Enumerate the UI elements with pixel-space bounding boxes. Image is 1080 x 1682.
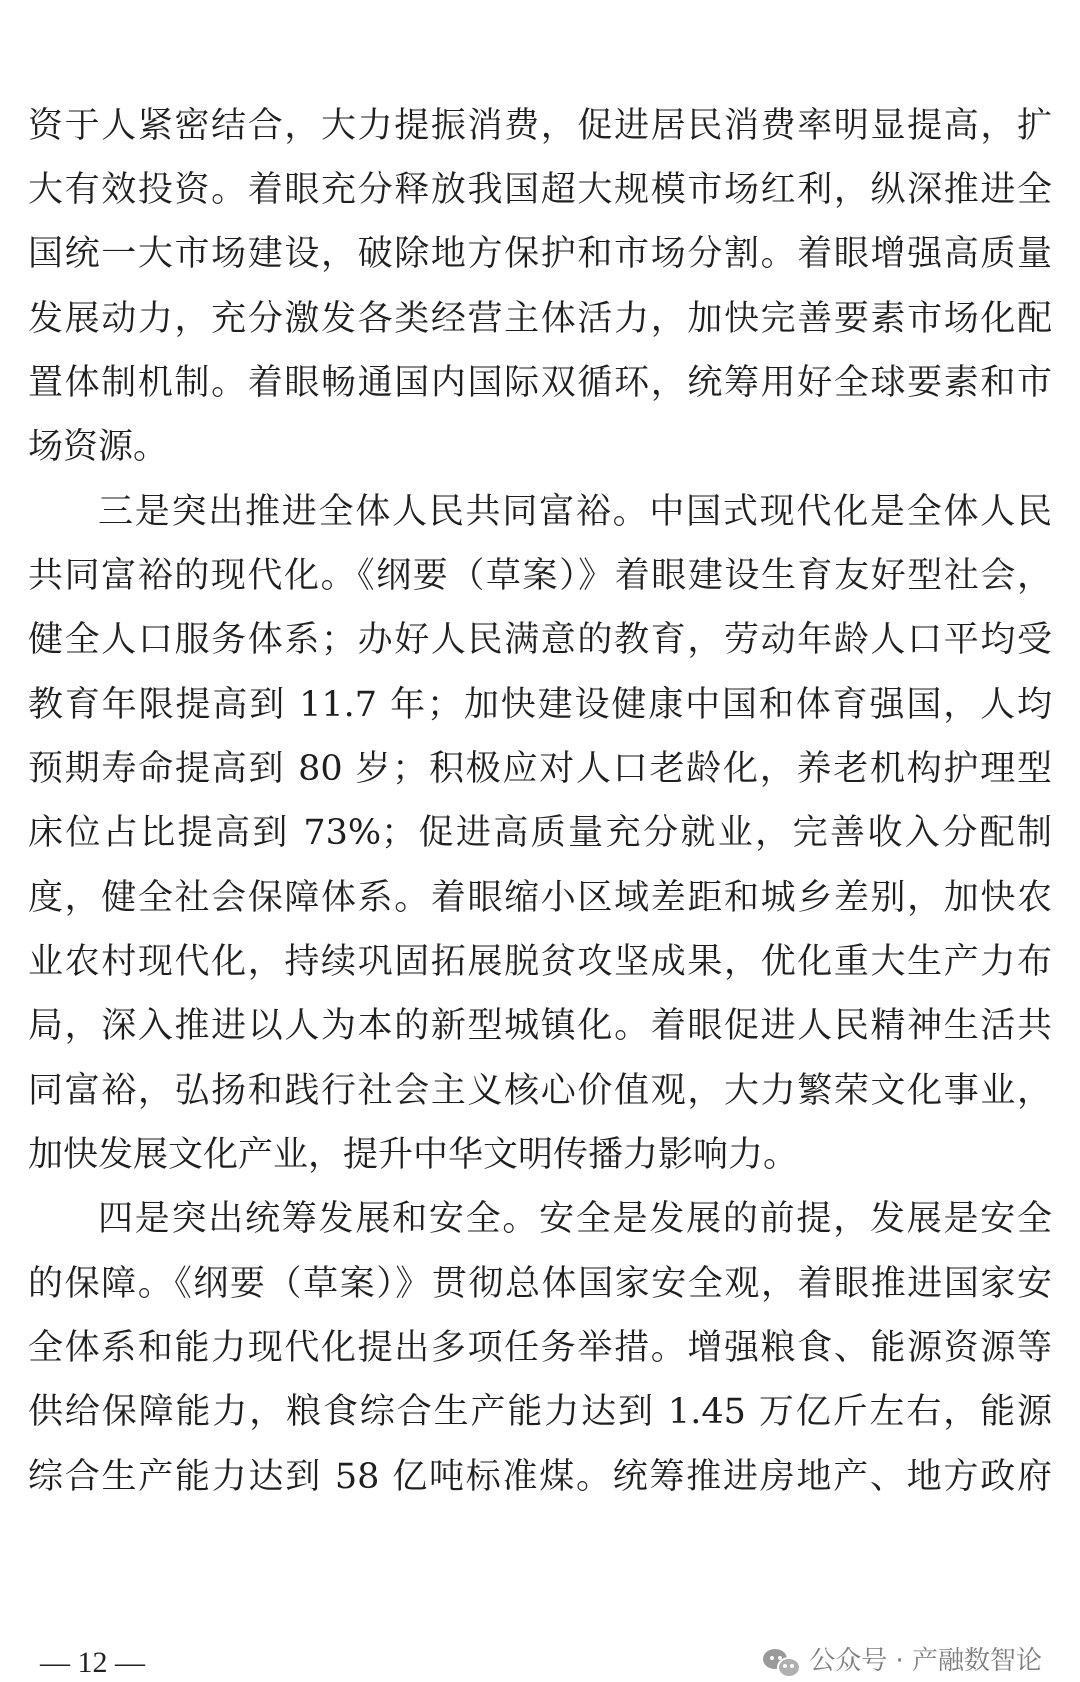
page-number: — 12 — bbox=[40, 1646, 145, 1679]
text-line: 床位占比提高到 73%；促进高质量充分就业，完善收入分配制 bbox=[28, 813, 1052, 853]
text-line: 局，深入推进以人为本的新型城镇化。着眼促进人民精神生活共 bbox=[28, 1006, 1052, 1046]
text-line: 业农村现代化，持续巩固拓展脱贫攻坚成果，优化重大生产力布 bbox=[28, 942, 1052, 982]
text-line: 置体制机制。着眼畅通国内国际双循环，统筹用好全球要素和市 bbox=[28, 363, 1052, 403]
text-line: 供给保障能力，粮食综合生产能力达到 1.45 万亿斤左右，能源 bbox=[28, 1392, 1052, 1432]
text-line: 综合生产能力达到 58 亿吨标准煤。统筹推进房地产、地方政府 bbox=[28, 1457, 1052, 1497]
watermark bbox=[761, 1643, 1042, 1679]
watermark-text: 公众号 · 产融数智论 bbox=[809, 1646, 1042, 1676]
text-line: 发展动力，充分激发各类经营主体活力，加快完善要素市场化配 bbox=[28, 299, 1052, 339]
text-line: 加快发展文化产业，提升中华文明传播力影响力。 bbox=[28, 1135, 799, 1175]
text-line: 共同富裕的现代化。《纲要（草案）》着眼建设生育友好型社会， bbox=[28, 556, 1052, 596]
text-line: 度，健全社会保障体系。着眼缩小区域差距和城乡差别，加快农 bbox=[28, 878, 1052, 918]
text-line: 国统一大市场建设，破除地方保护和市场分割。着眼增强高质量 bbox=[28, 234, 1052, 274]
wechat-icon bbox=[761, 1646, 799, 1676]
text-line: 预期寿命提高到 80 岁；积极应对人口老龄化，养老机构护理型 bbox=[28, 749, 1052, 789]
text-line: 大有效投资。着眼充分释放我国超大规模市场红利，纵深推进全 bbox=[28, 170, 1052, 210]
paragraph-heading-line: 三是突出推进全体人民共同富裕。中国式现代化是全体人民 bbox=[98, 492, 1052, 532]
text-line: 全体系和能力现代化提出多项任务举措。增强粮食、能源资源等 bbox=[28, 1328, 1052, 1368]
paragraph-heading-line: 四是突出统筹发展和安全。安全是发展的前提，发展是安全 bbox=[98, 1199, 1052, 1239]
text-line: 场资源。 bbox=[28, 427, 169, 467]
text-line: 健全人口服务体系；办好人民满意的教育，劳动年龄人口平均受 bbox=[28, 620, 1052, 660]
text-line: 的保障。《纲要（草案）》贯彻总体国家安全观，着眼推进国家安 bbox=[28, 1264, 1052, 1304]
text-line: 同富裕，弘扬和践行社会主义核心价值观，大力繁荣文化事业， bbox=[28, 1071, 1052, 1111]
text-line: 教育年限提高到 11.7 年；加快建设健康中国和体育强国，人均 bbox=[28, 685, 1052, 725]
text-line: 资于人紧密结合，大力提振消费，促进居民消费率明显提高，扩 bbox=[28, 106, 1052, 146]
